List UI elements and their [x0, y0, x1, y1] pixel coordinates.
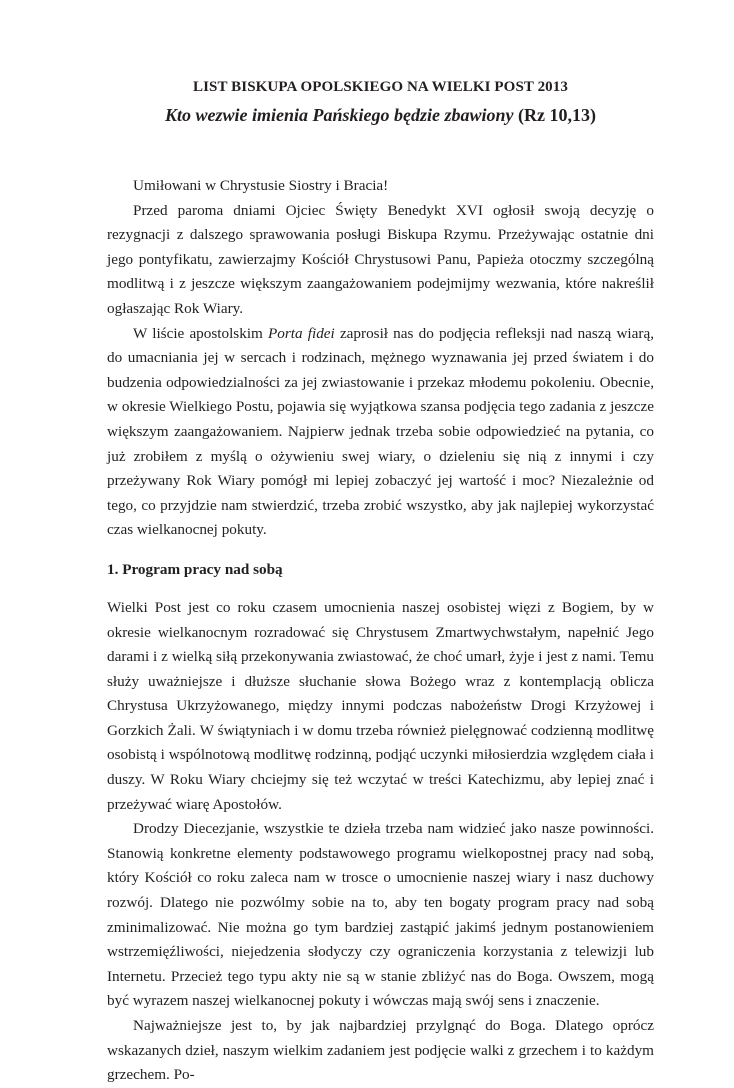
paragraph-4: Drodzy Diecezjanie, wszystkie te dzieła trzeba nam widzieć jako nasze powinności. Stanowią konkretne elementy podstawowego programu wielkopostnej pracy nad sobą, który Kościół co roku zaleca nam w trosce o umocnienie naszej wiary i nasz duchowy rozwój. Dlatego nie pozwólmy sobie na to, aby ten bogaty program pracy nad sobą zminimalizować. Nie można go tym bardziej zastąpić jakimś jednym postanowieniem wstrzemięźliwości, niejedzenia słodyczy czy ograniczenia korzystania z telewizji lub Internetu. Przecież tego typu akty nie są w stanie zbliżyć nas do Boga. Owszem, mogą być wyrazem naszej wielkanocnej pokuty i wówczas mają swój sens i znaczenie.	[107, 820, 654, 1010]
letter-body	[107, 174, 654, 1088]
porta-fidei-title: Porta fidei	[268, 324, 335, 342]
page-subtitle	[107, 102, 654, 128]
subtitle-reference: (Rz 10,13)	[518, 105, 596, 125]
paragraph-5: Najważniejsze jest to, by jak najbardziej przylgnąć do Boga. Dlatego oprócz wskazanych dzieł, naszym wielkim zadaniem jest podjęcie walki z grzechem i to każdym grzechem. Po-	[107, 1017, 654, 1084]
paragraph-1: Przed paroma dniami Ojciec Święty Benedykt XVI ogłosił swoją decyzję o rezygnacji z dalszego sprawowania posługi Biskupa Rzymu. Przeżywając ostatnie dni jego pontyfikatu, zawierzajmy Kościół Chrystusowi Panu, Papieża otoczmy szczególną modlitwą i z jeszcze większym zaangażowaniem podejmijmy wezwania, które nakreślił ogłaszając Rok Wiary.	[107, 201, 654, 317]
greeting: Umiłowani w Chrystusie Siostry i Bracia!	[133, 177, 389, 194]
paragraph-3: Wielki Post jest co roku czasem umocnienia naszej osobistej więzi z Bogiem, by w okresie wielkanocnym rozradować się Chrystusem Zmartwychwstałym, napełnić Jego darami i z wielką siłą przekonywania zwiastować, że choć umarł, żyje i jest z nami. Temu służy uważniejsze i dłuższe słuchanie słowa Bożego wraz z kontemplacją oblicza Chrystusa Ukrzyżowanego, między innymi podczas nabożeństw Drogi Krzyżowej i Gorzkich Żali. W świątyniach i w domu trzeba również pielęgnować codzienną modlitwę osobistą i wspólnotową modlitwę rodzinną, podjąć uczynki miłosierdzia względem ciała i duszy. W Roku Wiary chciejmy się też wczytać w treści Katechizmu, aby lepiej znać i przeżywać wiarę Apostołów.	[107, 598, 654, 813]
section-heading: 1. Program pracy nad sobą	[107, 560, 283, 578]
subtitle-quote: Kto wezwie imienia Pańskiego będzie zbawiony	[165, 105, 514, 125]
paragraph-2-start: W liście apostolskim	[133, 324, 269, 342]
paragraph-2-rest: zaprosił nas do podjęcia refleksji nad naszą wiarą, do umacniania jej w sercach i rodzinach, mężnego wyznawania jej przed światem i do budzenia odpowiedzialności za jej zwiastowanie i przekaz młodemu pokoleniu. Obecnie, w okresie Wielkiego Postu, pojawia się wyjątkowa szansa podjęcia tego zadania z jeszcze większym zaangażowaniem. Najpierw jednak trzeba sobie odpowiedzieć na pytania, co już zrobiłem z myślą o ożywieniu swej wiary, o dzieleniu się nią z innymi i czy przeżywany Rok Wiary pomógł mi lepiej zobaczyć jej wartość i moc? Niezależnie od tego, co przyjdzie nam stwierdzić, trzeba zrobić wszystko, aby jak najlepiej wykorzystać czas wielkanocnej pokuty.	[107, 324, 654, 539]
page-title: LIST BISKUPA OPOLSKIEGO NA WIELKI POST 2013	[193, 79, 568, 95]
paragraph-2	[107, 322, 654, 543]
